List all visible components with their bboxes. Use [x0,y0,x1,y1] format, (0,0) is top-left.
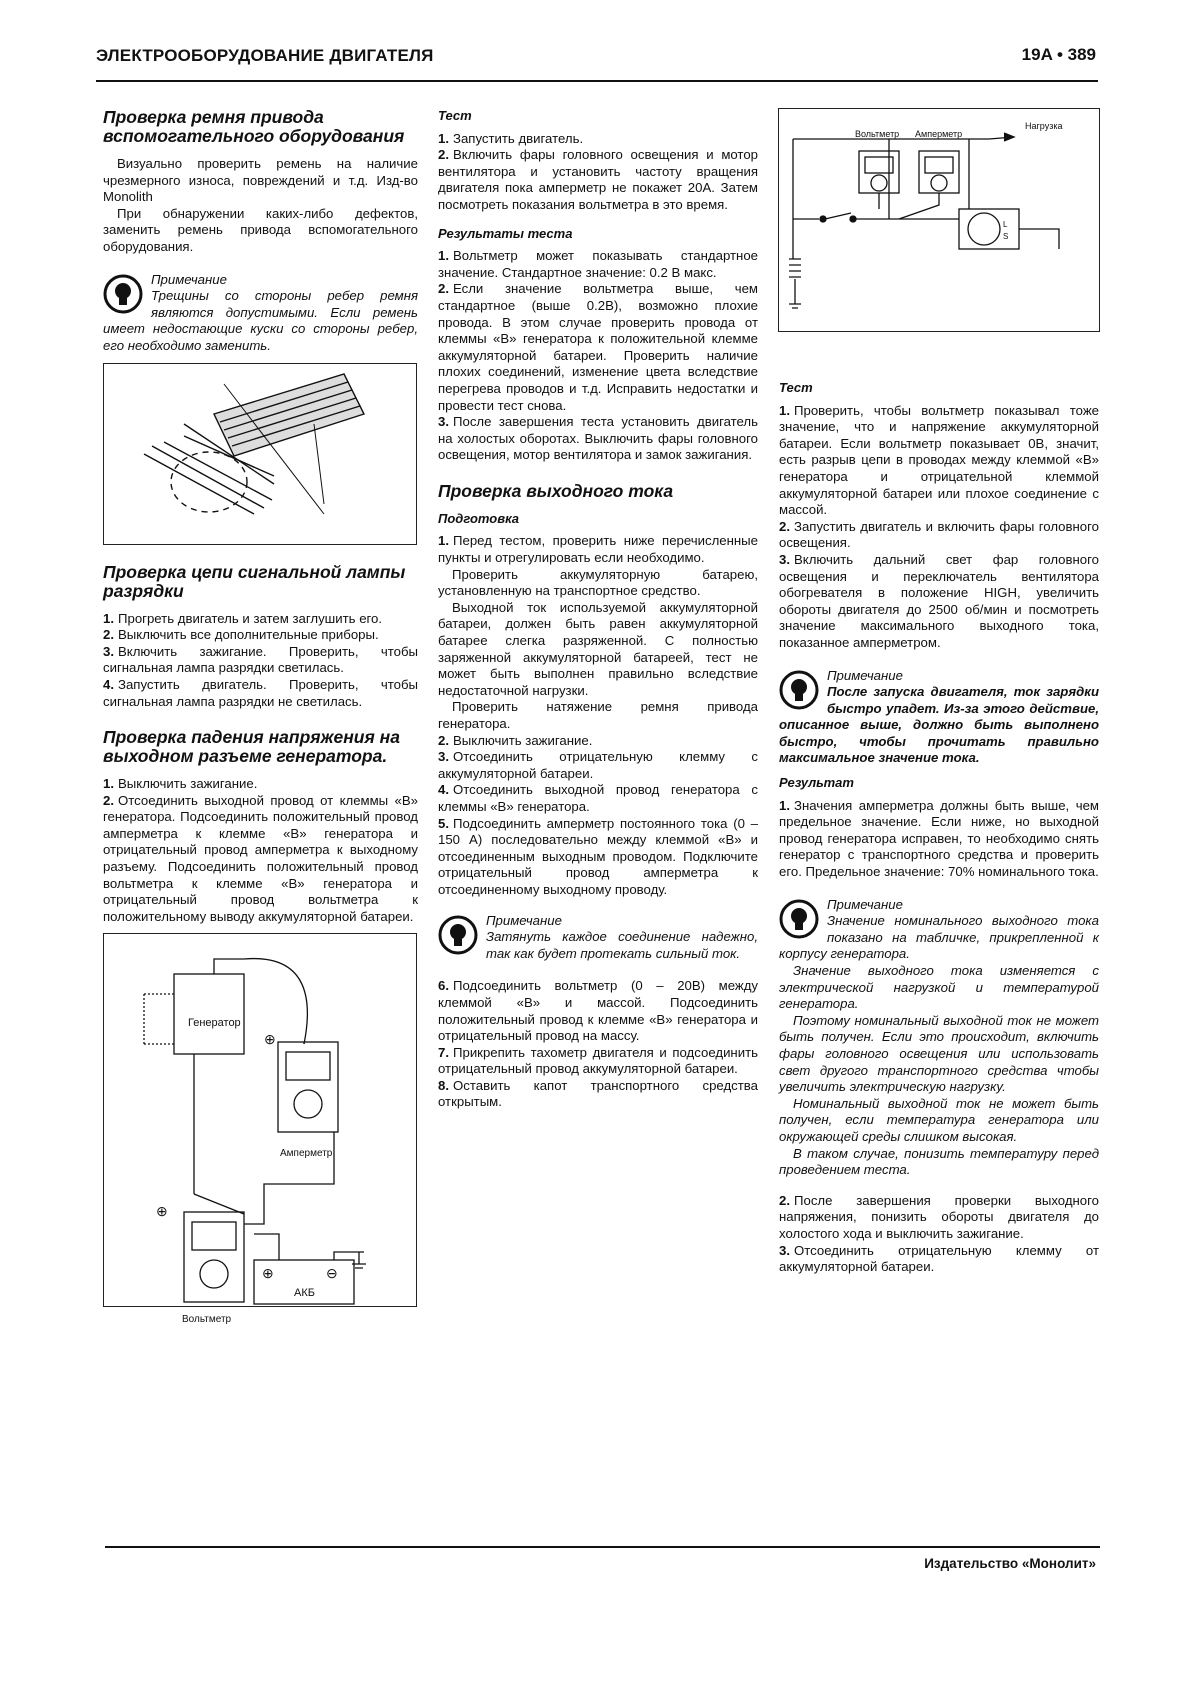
prep-steps-continued [438,733,758,899]
list-item: 8. Оставить капот транспортного средства открытым. [438,1077,758,1110]
list-item: 1. Прогреть двигатель и затем заглушить его. [103,610,383,626]
voltmeter-label: Вольтметр [855,129,900,139]
note-block [438,913,758,963]
output-current-diagram [779,109,1099,331]
lightbulb-icon [103,274,143,314]
note-title: Примечание [827,667,903,683]
list-item: 3. Отсоединить отрицательную клемму от аккумуляторной батареи. [779,1242,1099,1275]
list-item: 1. Перед тестом, проверить ниже перечисленные пункты и отрегулировать если необходимо. [438,533,758,566]
list-item: 2. Выключить зажигание. [438,732,593,748]
footer-rule [105,1546,1100,1548]
note-text: Трещины со стороны ребер ремня являются допустимыми. Если ремень имеет недостающие куски со стороны ребер, его необходимо заменить. [103,288,418,353]
list-item: 2. Включить фары головного освещения и мотор вентилятора и установить частоту вращения двигателя пока амперметр не покажет 20А. Затем посмотреть показания вольтметра в это время. [438,147,758,212]
subsection-title-test: Тест [779,380,813,395]
belt-illustration [104,364,416,544]
paragraph: Проверить натяжение ремня привода генератора. [438,699,758,731]
list-item: 1. Проверить, чтобы вольтметр показывал тоже значение, что и напряжение аккумуляторной батареи. Если вольтметр показывает 0В, значит, есть разрыв цепи в проводах между клеммой «B» генератора и отрицательной клеммой аккумуляторной батареи или плохое соединение с массой. [779,402,1099,518]
voltage-drop-steps [103,776,418,925]
section-title-lamp: Проверка цепи сигнальной лампы разрядки [103,561,406,601]
plus-sign: ⊕ [262,1265,274,1282]
voltmeter-label: Вольтметр [182,1314,232,1326]
list-item: 3. Включить дальний свет фар головного освещения и переключатель вентилятора обогревателя в положение HIGH, увеличить обороты двигателя до 2500 об/мин и посмотреть значение максимального выходного тока, показанное амперметром. [779,551,1099,650]
note-text: Значение номинального выходного тока показано на табличке, прикрепленной к корпусу генератора. [779,913,1099,962]
paragraph: Проверить аккумуляторную батарею, установленную на транспортное средство. [438,566,758,599]
note-text: В таком случае, понизить температуру перед проведением теста. [779,1145,1099,1178]
results-steps [438,248,758,464]
note-block [103,272,418,355]
final-steps [779,1193,1099,1276]
note-text: Затянуть каждое соединение надежно, так как будет протекать сильный ток. [486,929,758,961]
voltage-drop-wiring-figure [103,933,417,1326]
list-item: 2. Если значение вольтметра выше, чем стандартное (выше 0.2В), возможно плохие провода. В этом случае проверить провода от клеммы «B» генератора к положительной клемме аккумуляторной батареи. Проверить наличие плохих соединений, изменение цвета вследствие перегрева проводов и т.д. Исправить недостатки и провести тест снова. [438,281,758,413]
list-item: 6. Подсоединить вольтметр (0 – 20В) между клеммой «B» и массой. Подсоединить положительный провод к клемме «B» генератора и отрицательный провод на массу. [438,978,758,1044]
section-title-output-current: Проверка выходного тока [438,480,674,501]
belt-figure [103,363,417,545]
prep-steps-final [438,978,758,1111]
note-text: После запуска двигателя, ток зарядки быстро упадет. Из-за этого действие, описанное выше, должно быть выполнено быстро, чтобы прочитать правильно максимальное значение тока. [779,684,1099,766]
output-test-steps [779,403,1099,652]
list-item: 3. Отсоединить отрицательную клемму с аккумуляторной батареи. [438,749,758,781]
list-item: 7. Прикрепить тахометр двигателя и подсоединить отрицательный провод аккумуляторной батареи. [438,1044,758,1077]
list-item: 3. После завершения теста установить двигатель на холостых оборотах. Выключить фары головного освещения, мотор вентилятора и замок зажигания. [438,414,758,463]
list-item: 1. Значения амперметра должны быть выше, чем предельное значение. Если ниже, но выходной провод генератора исправен, то необходимо снять генератор с транспортного средства и проверить его. Предельное значение: 70% номинального тока. [779,797,1099,880]
list-item: 5. Подсоединить амперметр постоянного тока (0 – 150 А) последовательно между клеммой «B» и отсоединенным выходным проводом. Подключите отрицательный провод амперметра к отсоединенному выходному проводу. [438,815,758,897]
list-item: 2. Отсоединить выходной провод от клеммы «B» генератора. Подсоединить положительный провод амперметра к клемме «B» генератора и отрицательный провод амперметра к выходному разъему. Подсоединить положительный провод вольтметра к клемме «B» генератора и отрицательный провод вольтметра к положительному выводу аккумуляторной батареи. [103,792,418,924]
subsection-title-prep: Подготовка [438,510,520,526]
list-item: 4. Запустить двигатель. Проверить, чтобы сигнальная лампа разрядки не светилась. [103,676,418,709]
prep-steps [438,533,758,566]
subsection-title-results: Результаты теста [438,225,573,241]
paragraph: Визуально проверить ремень на наличие чрезмерного износа, повреждений и т.д. Изд-во Monolith [103,156,418,205]
note-title: Примечание [827,896,903,912]
ammeter-label: Амперметр [280,1148,333,1160]
result-steps [779,798,1099,881]
note-title: Примечание [486,912,562,928]
note-block [779,668,1099,768]
section-title-belt: Проверка ремня привода вспомогательного оборудования [103,107,405,146]
output-current-wiring-figure [778,108,1100,332]
subsection-title-result: Результат [779,775,854,791]
column-2 [438,108,758,1111]
subsection-title-test: Тест [438,108,472,123]
lightbulb-icon [779,670,819,710]
note-text: Поэтому номинальный выходной ток не может быть получен. Если это происходит, включить фары головного освещения или использовать свет другого транспортного средства чтобы увеличить электрическую нагрузку. [779,1012,1099,1095]
terminal-s-label: S [1003,232,1009,241]
note-text: Значение выходного тока изменяется с электрической нагрузкой и температурой генератора. [779,963,1099,1012]
list-item: 3. Включить зажигание. Проверить, чтобы сигнальная лампа разрядки светилась. [103,643,418,676]
list-item: 2. Запустить двигатель и включить фары головного освещения. [779,518,1099,551]
list-item: 2. После завершения проверки выходного напряжения, понизить обороты двигателя до холостого хода и выключить зажигание. [779,1192,1099,1241]
running-header-title: ЭЛЕКТРООБОРУДОВАНИЕ ДВИГАТЕЛЯ [96,46,434,65]
list-item: 1. Выключить зажигание. [103,776,258,792]
load-label: Нагрузка [1025,121,1063,131]
list-item: 2. Выключить все дополнительные приборы. [103,627,379,643]
note-block [779,897,1099,1179]
ammeter-label: Амперметр [915,129,963,139]
note-text: Номинальный выходной ток не может быть получен, если температура генератора или окружающей среды слишком высокая. [779,1095,1099,1144]
list-item: 1. Вольтметр может показывать стандартное значение. Стандартное значение: 0.2 В макс. [438,248,758,280]
battery-label: АКБ [294,1287,315,1300]
plus-sign: ⊕ [264,1031,276,1048]
lightbulb-icon [438,915,478,955]
minus-sign: ⊖ [326,1265,338,1282]
section-title-voltage-drop: Проверка падения напряжения на выходном разъеме генератора. [103,727,400,767]
lightbulb-icon [779,899,819,939]
column-1 [103,107,418,1326]
test-steps [438,131,758,214]
list-item: 4. Отсоединить выходной провод генератора с клеммы «B» генератора. [438,782,758,814]
wiring-diagram [104,934,416,1326]
lamp-steps [103,611,418,711]
header-rule [96,80,1098,82]
page-number: 19A • 389 [1021,45,1096,64]
terminal-l-label: L [1003,220,1008,229]
column-3 [779,380,1099,1276]
paragraph: Выходной ток используемой аккумуляторной батареи, должен быть равен аккумуляторной батарее слегка разряженной. С полностью заряженной аккумуляторной батареей, тест не может быть выполнен правильно вследствие недостаточной нагрузки. [438,599,758,698]
note-title: Примечание [151,271,227,287]
publisher-footer: Издательство «Монолит» [924,1556,1096,1571]
plus-sign: ⊕ [156,1203,168,1220]
generator-label: Генератор [188,1017,241,1030]
list-item: 1. Запустить двигатель. [438,130,584,146]
paragraph: При обнаружении каких-либо дефектов, заменить ремень привода вспомогательного оборудования. [103,205,418,254]
